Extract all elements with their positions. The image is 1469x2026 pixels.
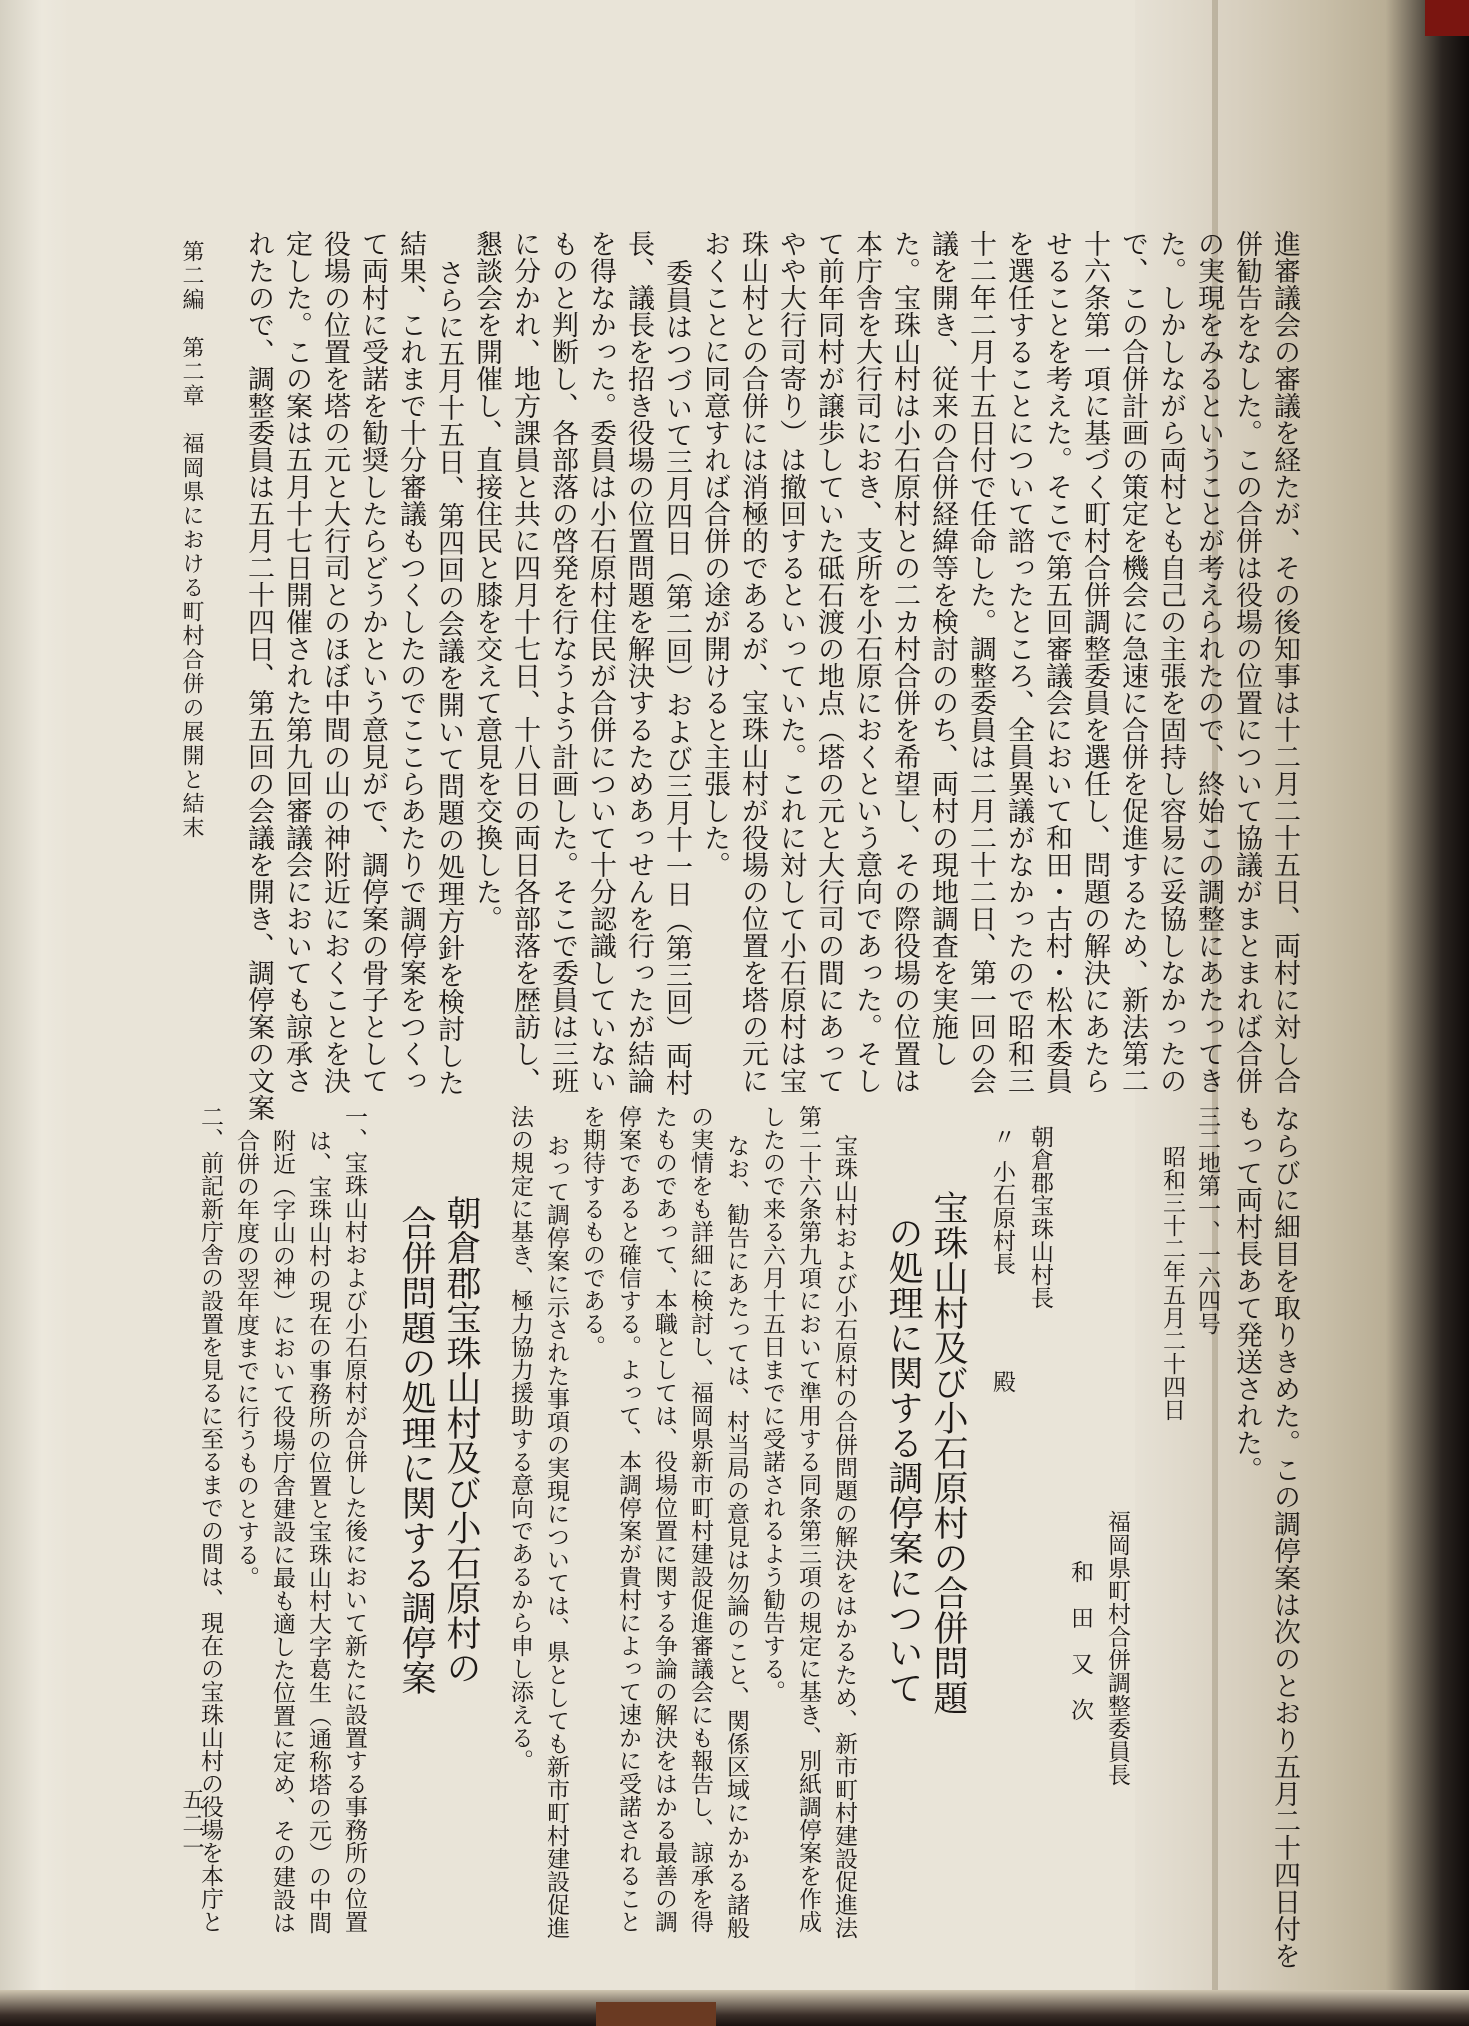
letter-body-line: の実情をも詳細に検討し、福岡県新市町村建設促進審議会にも報告し、諒承を得: [687, 1105, 713, 1933]
paper-edge: [0, 0, 70, 2026]
letter-body-line: おって調停案に示された事項の実現については、県としても新市町村建設促進: [543, 1134, 569, 1939]
upper-line: 懇談会を開催し、直接住民と膝を交えて意見を交換した。: [471, 230, 502, 932]
corner-mark: [1425, 0, 1469, 36]
letter-body-line: なお、勧告にあたっては、村当局の意見は勿論のこと、関係区域にかかる諸般: [723, 1134, 749, 1939]
letter-body-line: を期待するものである。: [579, 1105, 605, 1358]
addressee-honorific: 殿: [989, 1370, 1015, 1393]
upper-line: 進審議会の審議を経たが、その後知事は十二月二十五日、両村に対し合: [1269, 230, 1300, 1094]
issuer-name: 和 田 又 次: [1067, 1560, 1093, 1721]
upper-line: やや大行司寄り）は撤回するといっていた。これに対して小石原村は宝: [775, 230, 806, 1094]
letter-title-line: 宝珠山村及び小石原村の合併問題: [928, 1190, 968, 1715]
upper-line: ものと判断し、各部落の啓発を行なうよう計画した。そこで委員は三班: [547, 230, 578, 1094]
letter-body-line: したので来る六月十五日までに受諾されるよう勧告する。: [759, 1105, 785, 1703]
letter-body-line: たものであって、本職としては、役場位置に関する争論の解決をはかる最善の調: [651, 1105, 677, 1933]
upper-line: 議を開き、従来の合併経緯等を検討ののち、両村の現地調査を実施し: [927, 230, 958, 1067]
lower-intro-line: ならびに細目を取りきめた。この調停案は次のとおり五月二十四日付を: [1269, 1105, 1300, 1969]
upper-line: 役場の位置を塔の元と大行司とのほぼ中間の山の神附近におくことを決: [319, 230, 350, 1094]
upper-line: の実現をみるということが考えられたので、終始この調整にあたってき: [1193, 230, 1224, 1094]
issuer-title: 福岡県町村合併調整委員長: [1104, 1510, 1130, 1786]
proposal-item-line: は、宝珠山村の現在の事務所の位置と宝珠山村大字葛生（通称塔の元）の中間: [305, 1129, 331, 1934]
upper-line: で、この合併計画の策定を機会に急速に合併を促進するため、新法第二: [1117, 230, 1148, 1094]
upper-line: を選任することについて諮ったところ、全員異議がなかったので昭和三: [1003, 230, 1034, 1094]
proposal-title-line: 朝倉郡宝珠山村及び小石原村の: [441, 1195, 481, 1685]
upper-line: 定した。この案は五月十七日開催された第九回審議会においても諒承さ: [281, 230, 312, 1094]
upper-line: を得なかった。委員は小石原村住民が合併について十分認識していない: [585, 230, 616, 1094]
upper-line: た。しかしながら両村とも自己の主張を固持し容易に妥協しなかったの: [1155, 230, 1186, 1094]
letter-body-line: 法の規定に基き、極力協力援助する意向であるから申し添える。: [507, 1105, 533, 1772]
document-number: 三二地第一、一六四号: [1194, 1105, 1220, 1335]
addressee-1: 朝倉郡宝珠山村長: [1027, 1125, 1053, 1309]
upper-line: 長、議長を招き役場の位置問題を解決するためあっせんを行ったが結論: [623, 230, 654, 1094]
letter-title-line: の処理に関する調停案について: [883, 1215, 923, 1705]
proposal-item-line: 合併の年度の翌年度までに行うものとする。: [233, 1129, 259, 1589]
upper-line: て両村に受諾を勧奨したらどうかという意見がで、調停案の骨子として: [357, 230, 388, 1094]
proposal-item-line: 一、宝珠山村および小石原村が合併した後において新たに設置する事務所の位置: [341, 1105, 367, 1933]
upper-line: て前年同村が譲歩していた砥石渡の地点（塔の元と大行司の間にあって: [813, 230, 844, 1094]
upper-line: 本庁舎を大行司におき、支所を小石原におくという意向であった。そし: [851, 230, 882, 1094]
running-head: 第二編 第二章 福岡県における町村合併の展開と結末: [179, 240, 204, 840]
upper-line: 委員はつづいて三月四日（第二回）および三月十一日（第三回）両村: [661, 259, 692, 1096]
upper-line: 十六条第一項に基づく町村合併調整委員を選任し、問題の解決にあたら: [1079, 230, 1110, 1094]
lower-intro-line: もって両村長あて発送された。: [1231, 1105, 1262, 1483]
upper-line: 併勧告をなした。この合併は役場の位置について協議がまとまれば合併: [1231, 230, 1262, 1094]
addressee-2-ditto: 〃: [989, 1125, 1015, 1148]
proposal-item-line: 二、前記新庁舎の設置を見るに至るまでの間は、現在の宝珠山村の役場を本庁と: [197, 1105, 223, 1933]
upper-line: た。宝珠山村は小石原村との二カ村合併を希望し、その際役場の位置は: [889, 230, 920, 1094]
upper-line: おくことに同意すれば合併の途が開けると主張した。: [699, 230, 730, 878]
letter-body-line: 第二十六条第九項において準用する同条第三項の規定に基き、別紙調停案を作成: [795, 1105, 821, 1933]
bookmark-ribbon: [596, 2002, 716, 2026]
upper-line: に分かれ、地方課員と共に四月十七日、十八日の両日各部落を歴訪し、: [509, 230, 540, 1094]
upper-line: 十二年二月十五日付で任命した。調整委員は二月二十二日、第一回の会: [965, 230, 996, 1094]
proposal-title-line: 合併問題の処理に関する調停案: [396, 1205, 436, 1695]
page-bottom-edge: [0, 1990, 1469, 2026]
upper-line: れたので、調整委員は五月二十四日、第五回の会議を開き、調停案の文案: [243, 230, 274, 1121]
document-date: 昭和三十二年五月二十四日: [1159, 1145, 1185, 1421]
letter-body-line: 停案であると確信する。よって、本調停案が貴村によって速かに受諾されること: [615, 1105, 641, 1933]
upper-line: 珠山村との合併には消極的であるが、宝珠山村が役場の位置を塔の元に: [737, 230, 768, 1094]
proposal-item-line: 附近（字山の神）において役場庁舎建設に最も適した位置に定め、その建設は: [269, 1129, 295, 1934]
addressee-2: 小石原村長: [989, 1160, 1015, 1275]
upper-line: せることを考えた。そこで第五回審議会において和田・古村・松木委員: [1041, 230, 1072, 1094]
page-number: 五二一: [179, 1788, 204, 1860]
upper-line: 結果、これまで十分審議もつくしたのでここらあたりで調停案をつくっ: [395, 230, 426, 1094]
upper-line: さらに五月十五日、第四回の会議を開いて問題の処理方針を検討した: [433, 259, 464, 1096]
letter-body-line: 宝珠山村および小石原村の合併問題の解決をはかるため、新市町村建設促進法: [831, 1134, 857, 1939]
